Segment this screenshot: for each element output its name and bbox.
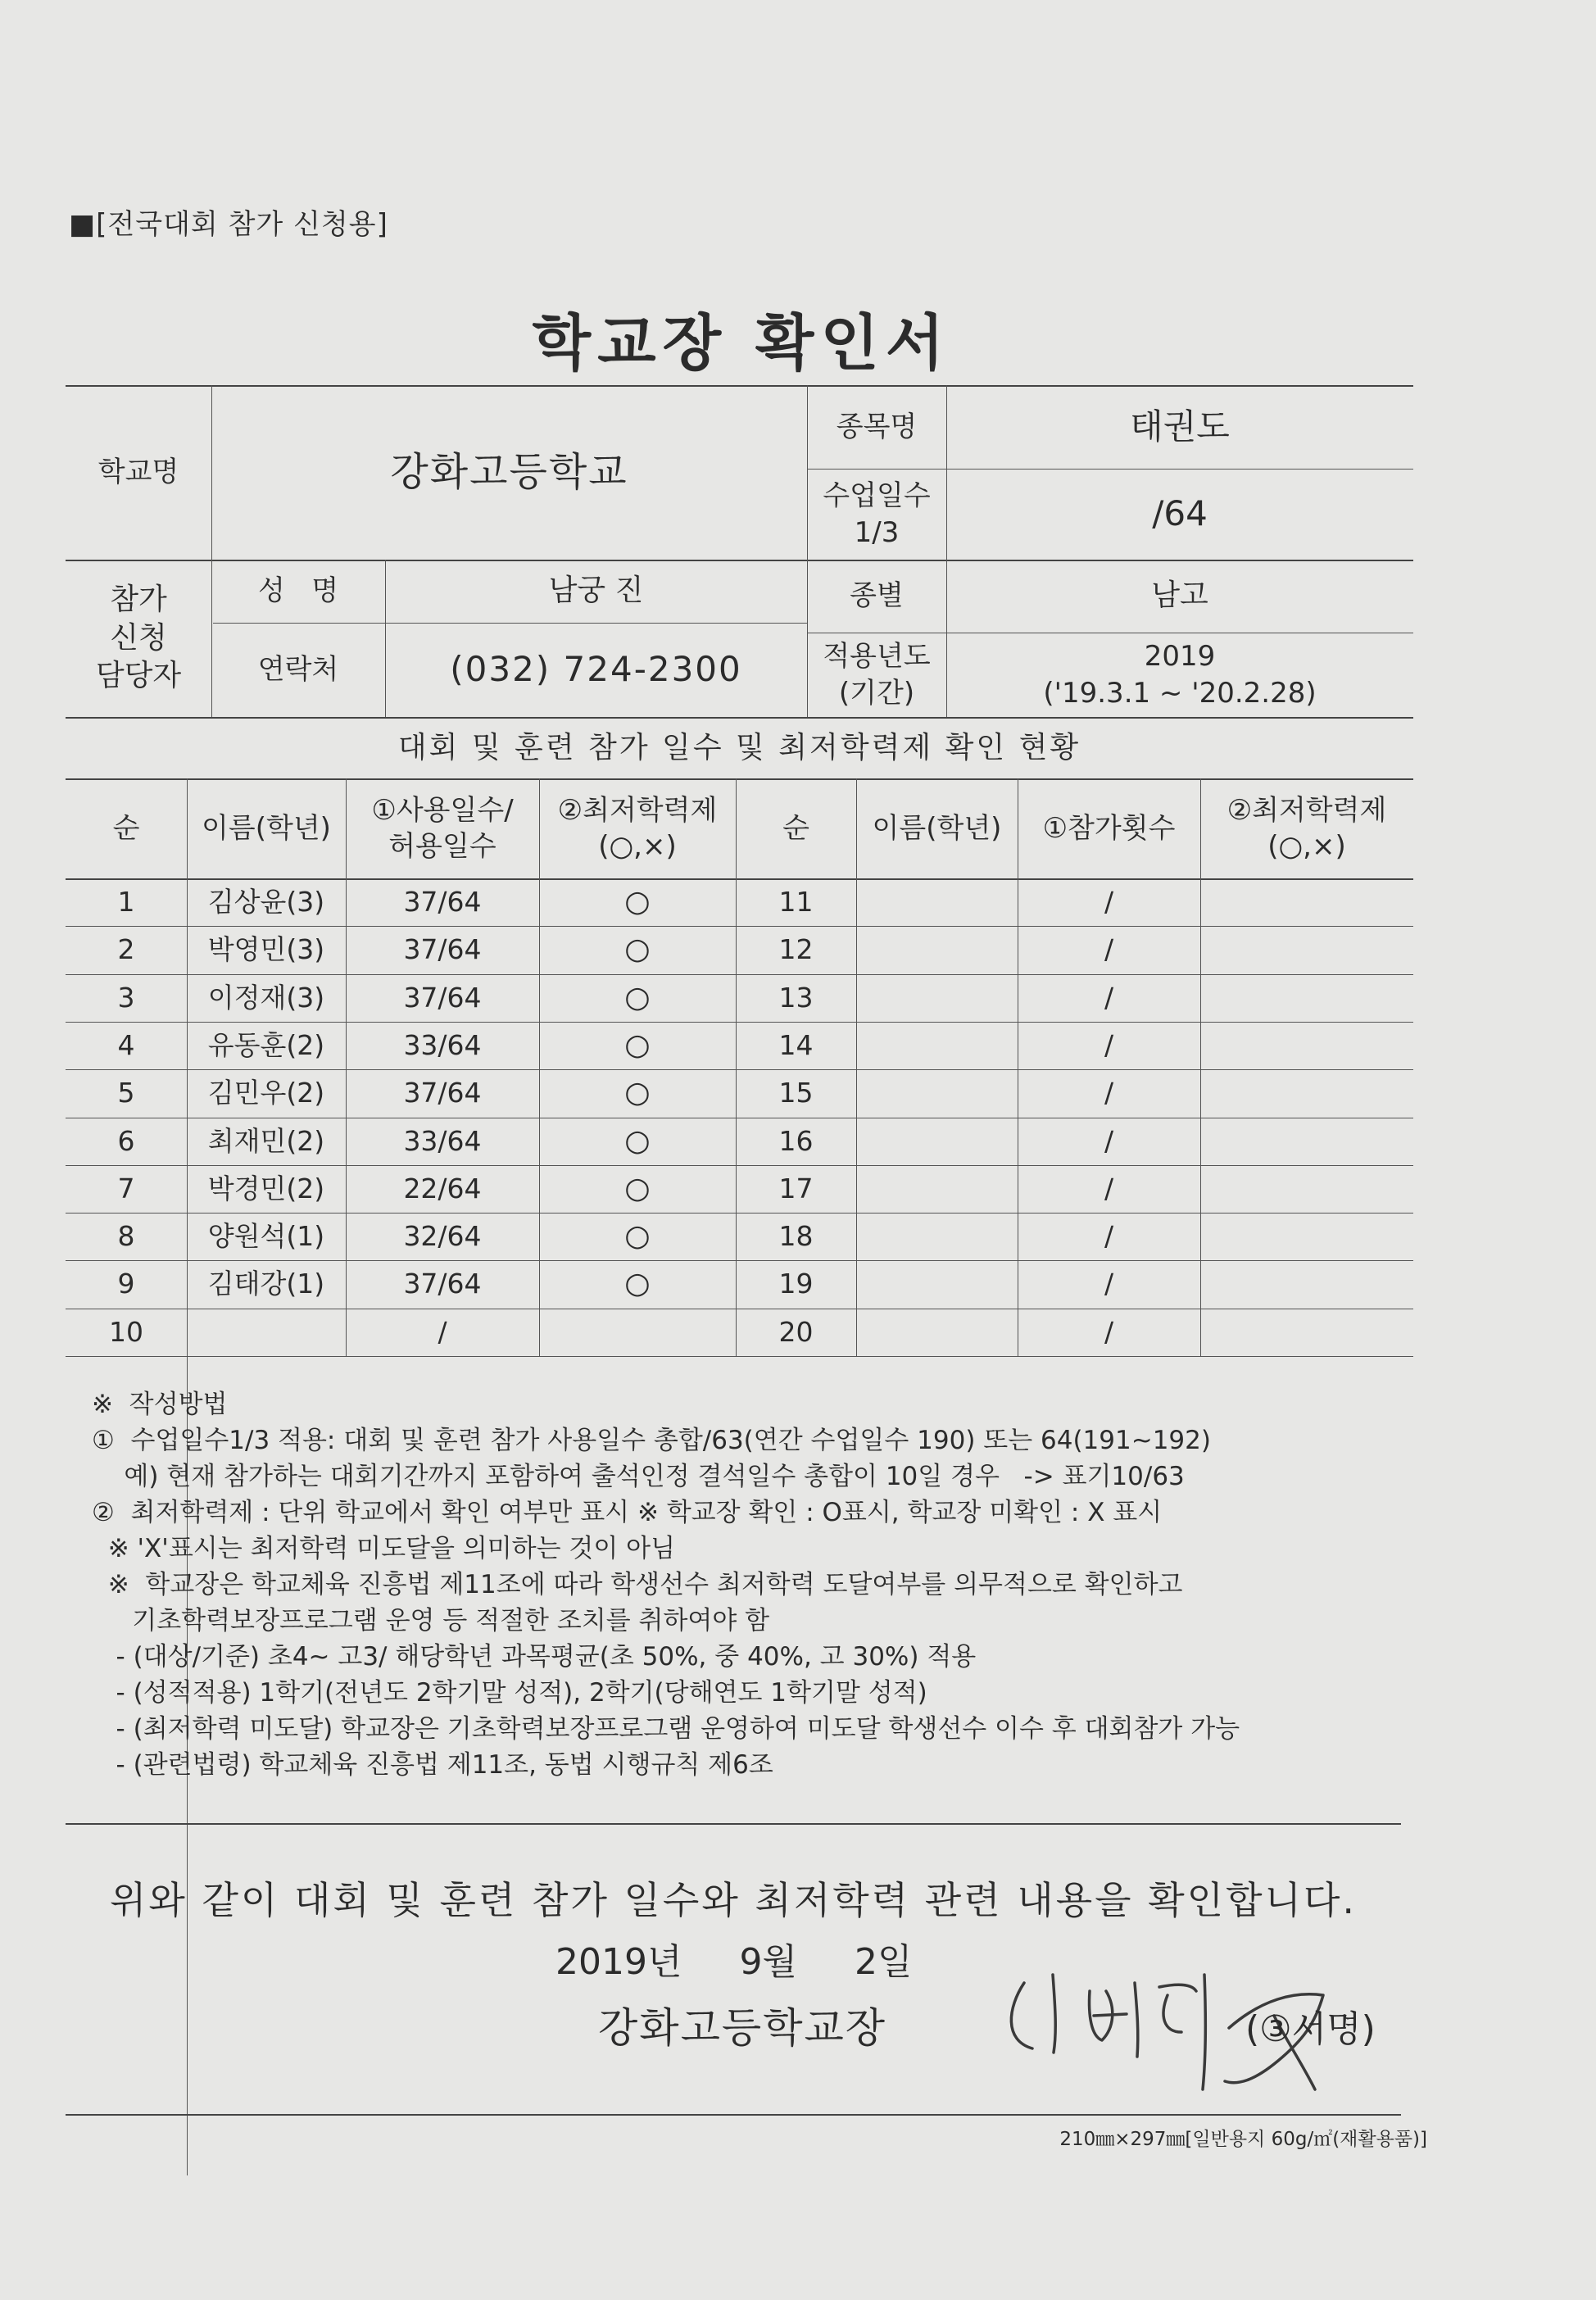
table-cell-no: 10 xyxy=(109,1315,143,1348)
table-cell-name: 김상윤(3) xyxy=(207,885,325,918)
date-month: 9월 xyxy=(739,1941,797,1983)
table-cell-no2: 11 xyxy=(778,885,814,918)
table-cell-no2: 17 xyxy=(778,1172,814,1204)
table-cell-name: 양원석(1) xyxy=(207,1219,325,1252)
class-days-value: /64 xyxy=(1152,493,1208,534)
manager-label: 참가 신청 담당자 xyxy=(95,582,182,693)
table-cell-no: 1 xyxy=(117,885,135,918)
table-cell-name2 xyxy=(856,1213,1018,1260)
table-cell-name2 xyxy=(856,1118,1018,1165)
table-cell-name2 xyxy=(856,926,1018,973)
table-cell-days: / xyxy=(438,1315,447,1348)
table-cell-days: 22/64 xyxy=(403,1172,482,1204)
table-cell-min2 xyxy=(1200,1309,1413,1356)
note-line: - (대상/기준) 초4~ 고3/ 해당학년 과목평균(초 50%, 중 40%, 고 30%) 적용 xyxy=(92,1642,977,1672)
school-name: 강화고등학교 xyxy=(390,449,628,496)
table-cell-min: ○ xyxy=(624,1171,651,1205)
table-cell-no: 9 xyxy=(117,1267,135,1300)
header-no-2: 순 xyxy=(782,811,809,845)
table-cell-name: 박영민(3) xyxy=(207,932,325,965)
table-cell-days: 32/64 xyxy=(403,1219,482,1252)
table-cell-no: 3 xyxy=(117,981,135,1014)
note-line: - (관련법령) 학교체육 진흥법 제11조, 동법 시행규칙 제6조 xyxy=(92,1750,773,1780)
table-cell-no: 7 xyxy=(117,1172,135,1204)
table-cell-count2: / xyxy=(1104,1219,1114,1252)
year-label: 적용년도 (기간) xyxy=(823,640,931,710)
table-cell-name2 xyxy=(856,878,1018,926)
note-line: ※ 학교장은 학교체육 진흥법 제11조에 따라 학생선수 최저학력 도달여부를 의무적으로 확인하고 xyxy=(92,1570,1183,1599)
table-cell-min2 xyxy=(1200,1260,1413,1308)
name-label: 성 명 xyxy=(257,574,339,608)
table-cell-count2: / xyxy=(1104,885,1114,918)
table-cell-days: 37/64 xyxy=(403,1267,482,1300)
contact-value: (032) 724-2300 xyxy=(450,649,742,690)
table-cell-no: 4 xyxy=(117,1028,135,1061)
name-value: 남궁 진 xyxy=(548,574,644,608)
confirmation-statement: 위와 같이 대회 및 훈련 참가 일수와 최저학력 관련 내용을 확인합니다. xyxy=(109,1878,1358,1923)
note-line: ※ 작성방법 xyxy=(92,1390,228,1419)
table-cell-count2: / xyxy=(1104,1076,1114,1109)
table-cell-no: 2 xyxy=(117,932,135,965)
table-cell-min2 xyxy=(1200,1213,1413,1260)
note-line: ※ 'X'표시는 최저학력 미도달을 의미하는 것이 아님 xyxy=(92,1534,676,1563)
table-cell-name: 김민우(2) xyxy=(207,1076,325,1109)
table-cell-count2: / xyxy=(1104,1124,1114,1157)
table-cell-no: 8 xyxy=(117,1219,135,1252)
table-cell-min: ○ xyxy=(624,1028,651,1062)
division-value: 남고 xyxy=(1151,578,1208,613)
table-cell-no2: 14 xyxy=(778,1028,814,1061)
table-cell-days: 33/64 xyxy=(403,1124,482,1157)
date-day: 2일 xyxy=(854,1941,913,1983)
note-line: - (성적적용) 1학기(전년도 2학기말 성적), 2학기(당해연도 1학기말 성적) xyxy=(92,1678,927,1708)
table-cell-no: 5 xyxy=(117,1076,135,1109)
header-min-academic: ②최저학력제 (○,×) xyxy=(557,793,718,863)
table-cell-days: 37/64 xyxy=(403,1076,482,1109)
table-cell-name2 xyxy=(856,1260,1018,1308)
note-line: ② 최저학력제 : 단위 학교에서 확인 여부만 표시 ※ 학교장 확인 : O표시, 학교장 미확인 : X 표시 xyxy=(92,1498,1163,1527)
table-cell-name2 xyxy=(856,1069,1018,1117)
table-cell-no2: 19 xyxy=(778,1267,814,1300)
sport-value: 태권도 xyxy=(1130,406,1230,447)
table-cell-min: ○ xyxy=(624,1266,651,1300)
document-title: 학교장 확인서 xyxy=(532,308,951,379)
table-cell-no: 6 xyxy=(117,1124,135,1157)
table-cell-count2: / xyxy=(1104,1315,1114,1348)
table-cell-count2: / xyxy=(1104,1028,1114,1061)
header-min-academic-2: ②최저학력제 (○,×) xyxy=(1226,793,1387,863)
table-cell-min2 xyxy=(1200,974,1413,1022)
note-line: ① 수업일수1/3 적용: 대회 및 훈련 참가 사용일수 총합/63(연간 수업일수 190) 또는 64(191~192) xyxy=(92,1426,1211,1455)
form-type-tag: ■[전국대회 참가 신청용] xyxy=(69,208,388,241)
table-cell-min: ○ xyxy=(624,1218,651,1253)
table-cell-no2: 13 xyxy=(778,981,814,1014)
section-title: 대회 및 훈련 참가 일수 및 최저학력제 확인 현황 xyxy=(397,730,1081,764)
table-cell-min2 xyxy=(1200,878,1413,926)
table-cell-no2: 16 xyxy=(778,1124,814,1157)
header-name-2: 이름(학년) xyxy=(872,811,1002,845)
note-line: 기초학력보장프로그램 운영 등 적절한 조치를 취하여야 함 xyxy=(92,1606,770,1635)
table-cell-no2: 12 xyxy=(778,932,814,965)
table-cell-min: ○ xyxy=(624,884,651,919)
year-value: 2019 ('19.3.1 ~ '20.2.28) xyxy=(1043,640,1317,710)
principal-title: 강화고등학교장 xyxy=(598,2004,887,2052)
table-cell-min2 xyxy=(1200,1118,1413,1165)
table-cell-count2: / xyxy=(1104,1267,1114,1300)
paper-spec-footer: 210㎜×297㎜[일반용지 60g/㎡(재활용품)] xyxy=(1059,2129,1427,2150)
header-name: 이름(학년) xyxy=(202,811,331,845)
table-cell-days: 37/64 xyxy=(403,981,482,1014)
table-cell-name2 xyxy=(856,1309,1018,1356)
date-year: 2019년 xyxy=(555,1941,682,1983)
header-no: 순 xyxy=(112,811,140,845)
signature-label: (③서명) xyxy=(1245,2008,1376,2050)
table-cell-name2 xyxy=(856,1022,1018,1069)
table-cell-count2: / xyxy=(1104,1172,1114,1204)
sport-label: 종목명 xyxy=(836,410,918,443)
writing-notes xyxy=(92,1386,1452,1783)
table-cell-count2: / xyxy=(1104,932,1114,965)
table-cell-min2 xyxy=(1200,1022,1413,1069)
table-cell-name: 최재민(2) xyxy=(207,1124,325,1157)
table-cell-name2 xyxy=(856,974,1018,1022)
table-cell-min: ○ xyxy=(624,1075,651,1109)
table-cell-name2 xyxy=(856,1165,1018,1213)
table-cell-min: ○ xyxy=(624,932,651,966)
table-cell-no2: 20 xyxy=(778,1315,814,1348)
table-cell-name: 유동훈(2) xyxy=(207,1028,325,1061)
table-cell-days: 33/64 xyxy=(403,1028,482,1061)
confirmation-date xyxy=(555,1934,912,1983)
table-cell-count2: / xyxy=(1104,981,1114,1014)
table-cell-min xyxy=(539,1309,736,1356)
table-cell-no2: 15 xyxy=(778,1076,814,1109)
division-label: 종별 xyxy=(850,579,904,613)
school-label: 학교명 xyxy=(97,456,179,489)
header-used-days: ①사용일수/ 허용일수 xyxy=(371,793,514,863)
table-cell-name xyxy=(187,1309,346,1356)
note-line: 예) 현재 참가하는 대회기간까지 포함하여 출석인정 결석일수 총합이 10일 경우 -> 표기10/63 xyxy=(92,1462,1185,1491)
class-days-label: 수업일수 1/3 xyxy=(823,479,931,549)
table-cell-days: 37/64 xyxy=(403,932,482,965)
table-cell-name: 박경민(2) xyxy=(207,1172,325,1204)
note-line: - (최저학력 미도달) 학교장은 기초학력보장프로그램 운영하여 미도달 학생선수 이수 후 대회참가 가능 xyxy=(92,1714,1240,1744)
table-cell-min: ○ xyxy=(624,980,651,1014)
table-cell-days: 37/64 xyxy=(403,885,482,918)
table-cell-no2: 18 xyxy=(778,1219,814,1252)
contact-label: 연락처 xyxy=(257,653,339,687)
table-cell-name: 이정재(3) xyxy=(207,981,325,1014)
table-cell-name: 김태강(1) xyxy=(207,1267,325,1300)
table-cell-min: ○ xyxy=(624,1123,651,1158)
table-cell-min2 xyxy=(1200,1069,1413,1117)
table-cell-min2 xyxy=(1200,926,1413,973)
header-participation-count: ①참가횟수 xyxy=(1042,811,1176,845)
table-cell-min2 xyxy=(1200,1165,1413,1213)
